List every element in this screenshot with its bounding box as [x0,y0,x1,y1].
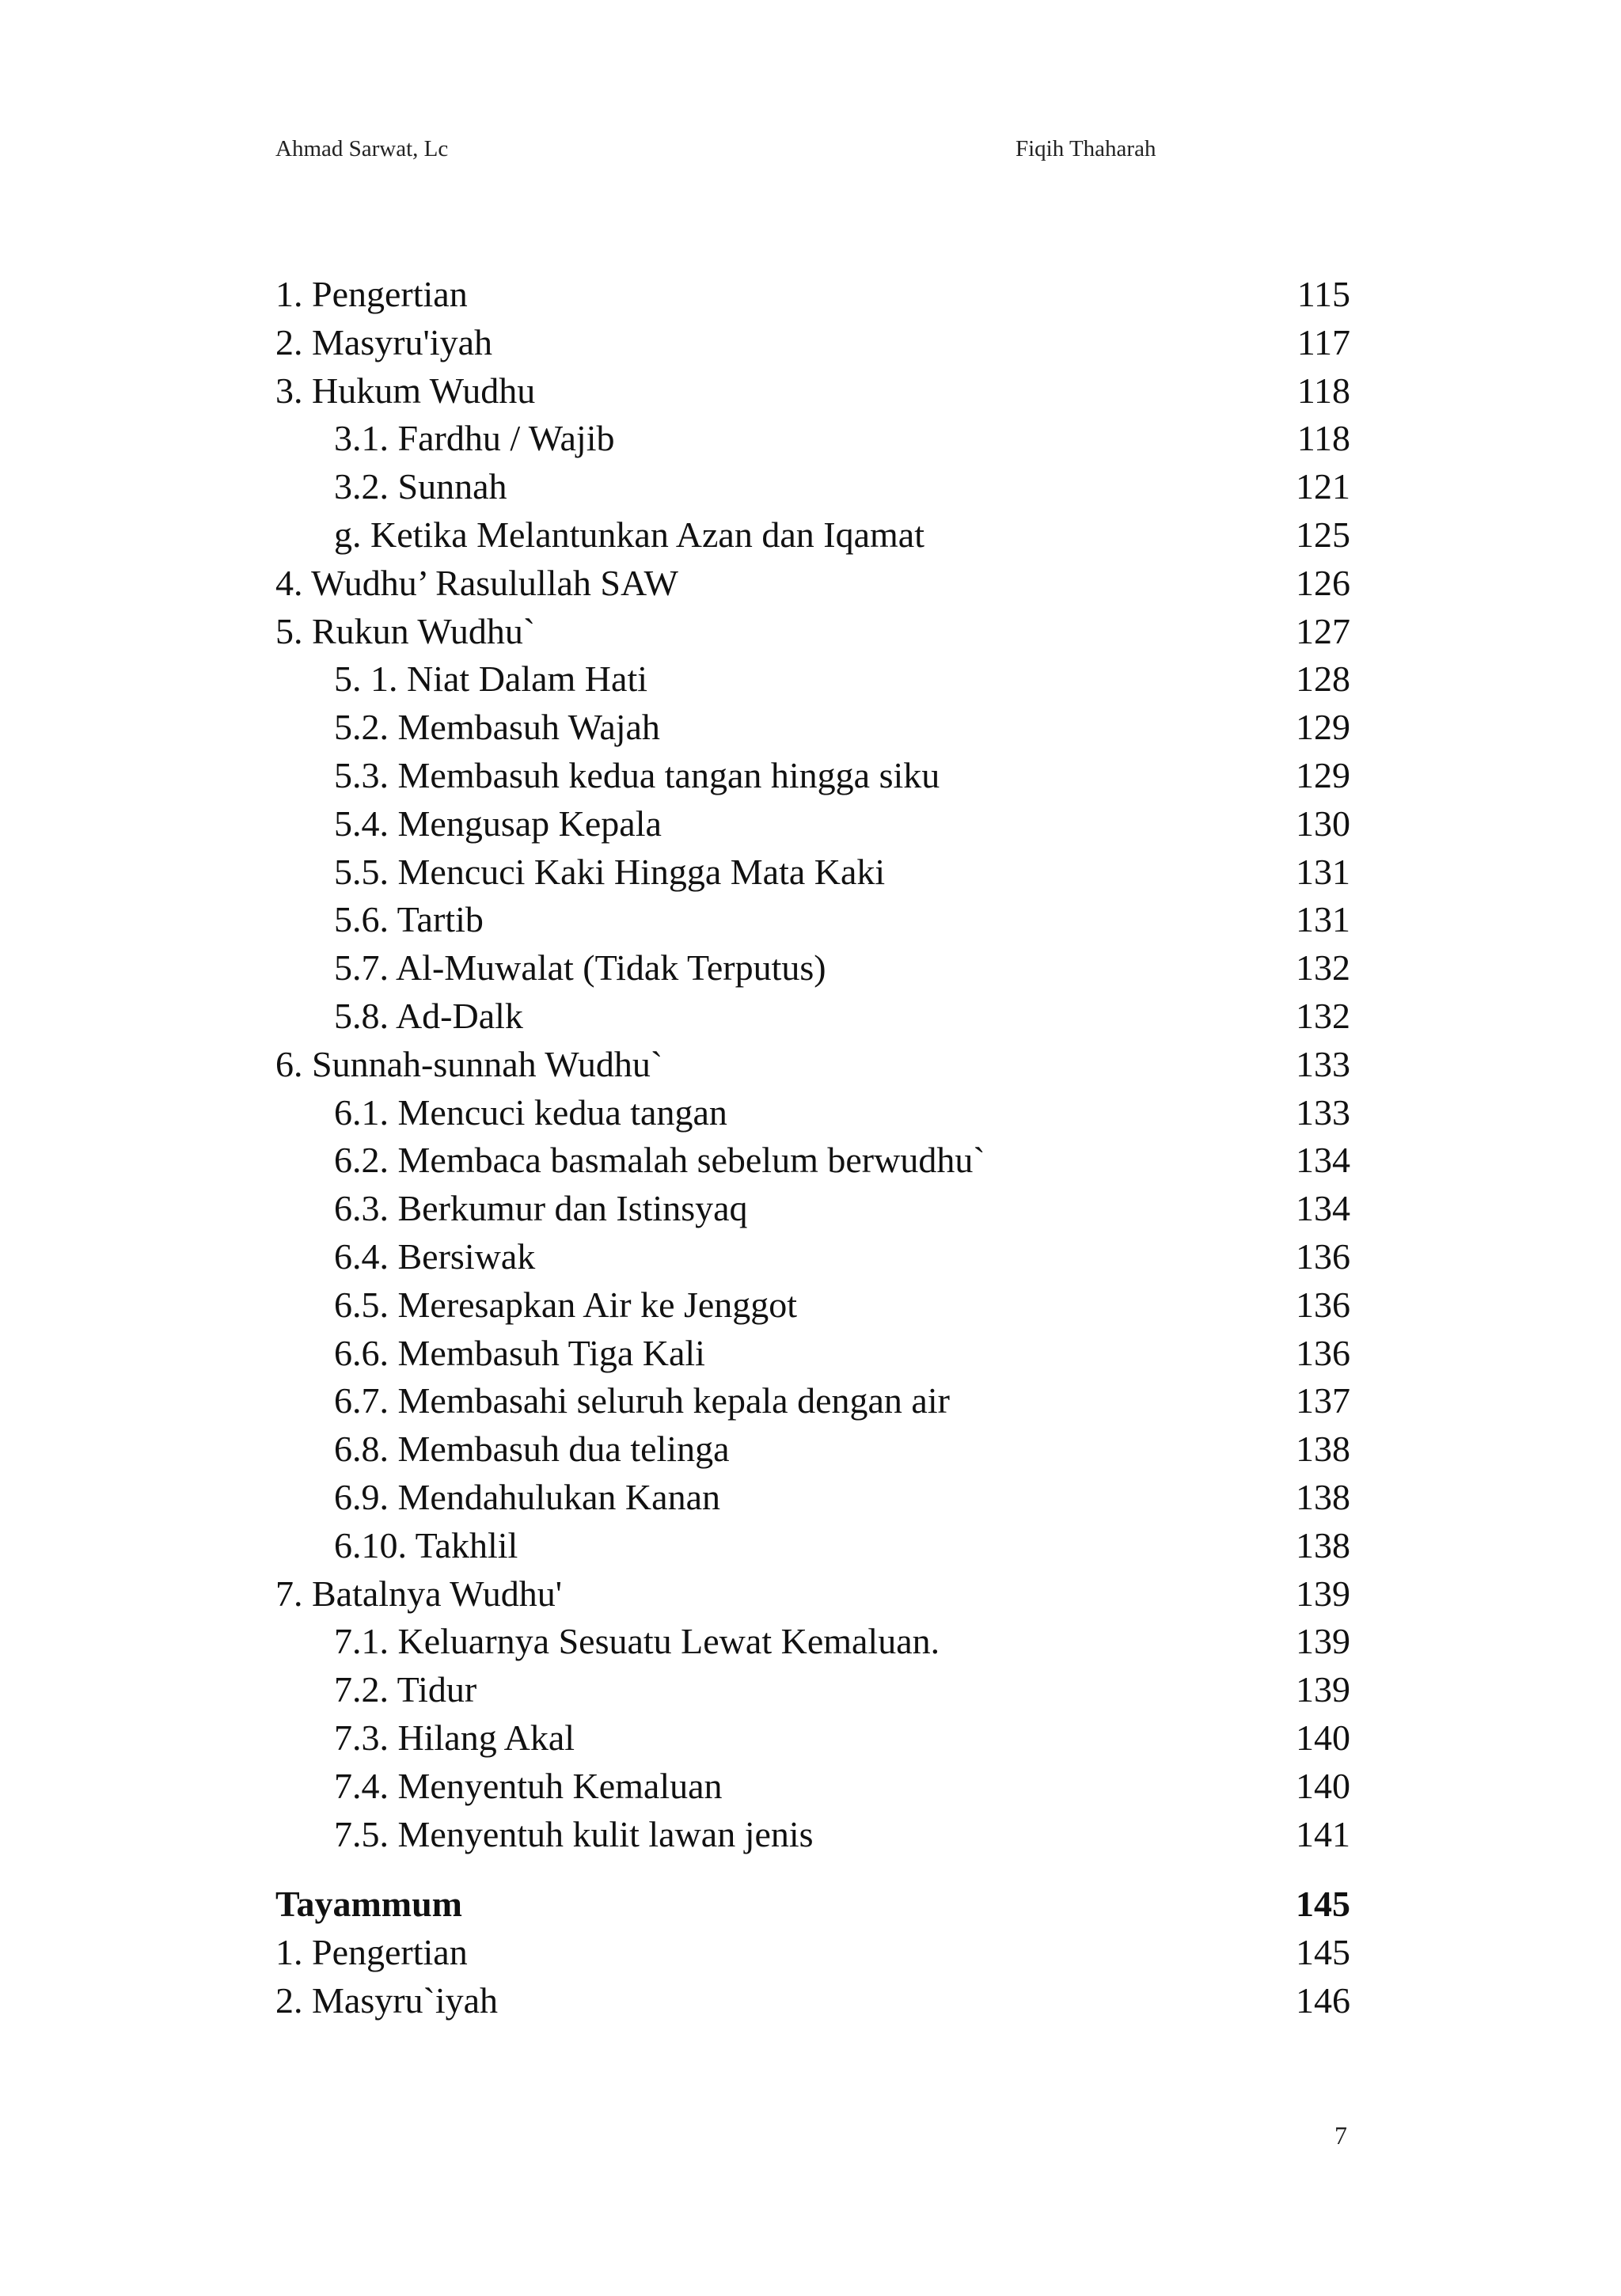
toc-entry [275,992,1350,1041]
toc-entry-label: 5.6. Tartib [334,899,484,940]
toc-entry [275,1137,1350,1185]
toc-entry-page: 131 [1296,851,1350,892]
toc-entry [275,1522,1350,1570]
toc-entry [275,271,1350,319]
toc-entry-label: 5.4. Mengusap Kepala [334,803,662,844]
page-number: 7 [1334,2121,1347,2150]
toc-entry [275,1377,1350,1425]
toc-entry [275,1185,1350,1233]
toc-entry-label: 6.9. Mendahulukan Kanan [334,1476,720,1517]
toc-entry-page: 129 [1296,707,1350,748]
toc-entry [275,1666,1350,1714]
toc-entry [275,896,1350,944]
toc-entry-label: 3.1. Fardhu / Wajib [334,418,615,459]
toc-entry-page: 133 [1296,1091,1350,1133]
toc-entry-page: 115 [1296,274,1350,314]
toc-entry [275,1811,1350,1859]
toc-entry-label: 5.3. Membasuh kedua tangan hingga siku [334,754,940,795]
toc-entry-label: 6.6. Membasuh Tiga Kali [334,1332,705,1373]
toc-entry-page: 132 [1296,947,1350,989]
toc-entry [275,1977,1350,2025]
toc-entry-page: 121 [1296,466,1350,507]
toc-entry-page: 118 [1296,418,1350,459]
toc-entry-page: 140 [1296,1717,1350,1758]
toc-entry [275,367,1350,416]
toc-entry-label: 7. Batalnya Wudhu' [275,1573,563,1614]
toc-entry-label: 2. Masyru`iyah [275,1979,499,2021]
toc-entry-label: 6.7. Membasahi seluruh kepala dengan air [334,1380,950,1421]
toc-entry [275,655,1350,704]
toc-entry-label: 7.3. Hilang Akal [334,1717,575,1758]
toc-entry-label: 5.8. Ad-Dalk [334,995,523,1036]
toc-entry-page: 136 [1296,1284,1350,1325]
toc-entry-page: 126 [1296,562,1350,603]
toc-entry [275,1089,1350,1137]
toc-entry-page: 138 [1296,1429,1350,1470]
toc-entry-page: 136 [1296,1332,1350,1373]
toc-entry-page: 140 [1296,1765,1350,1806]
toc-entry-label: 7.5. Menyentuh kulit lawan jenis [334,1813,814,1854]
toc-entry-label: 5.5. Mencuci Kaki Hingga Mata Kaki [334,851,886,892]
toc-entry-label: 4. Wudhu’ Rasulullah SAW [275,562,678,603]
toc-entry-page: 138 [1296,1476,1350,1517]
toc-entry [275,1425,1350,1474]
toc-entry-label: 5. Rukun Wudhu` [275,610,536,651]
toc-entry [275,511,1350,560]
toc-entry-label: 7.1. Keluarnya Sesuatu Lewat Kemaluan. [334,1621,940,1662]
toc-entry-label: 6.2. Membaca basmalah sebelum berwudhu` [334,1140,985,1181]
toc-entry [275,1714,1350,1763]
table-of-contents [275,271,1350,2025]
toc-entry-page: 134 [1296,1188,1350,1229]
toc-entry-label: 6.1. Mencuci kedua tangan [334,1091,727,1133]
toc-entry-label: 7.4. Menyentuh Kemaluan [334,1765,723,1806]
toc-entry [275,752,1350,800]
toc-entry-label: 1. Pengertian [275,1932,468,1973]
toc-entry [275,1929,1350,1977]
toc-entry [275,463,1350,511]
toc-entry [275,848,1350,897]
toc-entry-page: 137 [1296,1380,1350,1421]
toc-entry-label: 3. Hukum Wudhu [275,370,536,411]
toc-entry-page: 133 [1296,1043,1350,1084]
header-author: Ahmad Sarwat, Lc [275,136,449,161]
toc-entry-page: 128 [1296,658,1350,700]
toc-entry-page: 145 [1296,1932,1350,1973]
toc-entry-label: 6. Sunnah-sunnah Wudhu` [275,1043,663,1084]
toc-entry-page: 132 [1296,995,1350,1036]
toc-entry-label: 6.3. Berkumur dan Istinsyaq [334,1188,748,1229]
toc-entry [275,608,1350,656]
toc-entry-label: 5.7. Al-Muwalat (Tidak Terputus) [334,947,826,989]
toc-entry-label: 3.2. Sunnah [334,466,507,507]
toc-entry-label: 5. 1. Niat Dalam Hati [334,658,648,700]
toc-entry-label: 1. Pengertian [275,274,468,314]
toc-entry [275,560,1350,608]
toc-entry [275,704,1350,752]
toc-entry [275,1474,1350,1522]
toc-entry-page: 139 [1296,1573,1350,1614]
toc-entry-page: 141 [1296,1813,1350,1854]
toc-entry [275,1330,1350,1378]
toc-entry [275,1570,1350,1619]
toc-entry-page: 146 [1296,1979,1350,2021]
toc-entry-label: 5.2. Membasuh Wajah [334,707,660,748]
toc-entry-label: 6.4. Bersiwak [334,1235,536,1277]
toc-entry-page: 139 [1296,1669,1350,1710]
toc-entry-page: 134 [1296,1140,1350,1181]
toc-entry [275,944,1350,992]
toc-entry-label: g. Ketika Melantunkan Azan dan Iqamat [334,514,924,555]
toc-entry-page: 139 [1296,1621,1350,1662]
toc-entry-label: 7.2. Tidur [334,1669,477,1710]
toc-entry-label: 6.5. Meresapkan Air ke Jenggot [334,1284,798,1325]
toc-entry [275,319,1350,367]
toc-entry [275,1041,1350,1089]
toc-entry-label: Tayammum [275,1884,462,1925]
header-book-title: Fiqih Thaharah [1015,136,1156,161]
toc-entry-page: 145 [1296,1884,1350,1925]
toc-entry-page: 130 [1296,803,1350,844]
toc-entry-label: 2. Masyru'iyah [275,321,493,362]
toc-entry [275,1763,1350,1811]
toc-entry-page: 117 [1296,321,1350,362]
toc-entry [275,1233,1350,1281]
toc-entry-page: 125 [1296,514,1350,555]
toc-entry-page: 136 [1296,1235,1350,1277]
toc-entry-page: 138 [1296,1524,1350,1565]
toc-entry-page: 131 [1296,899,1350,940]
toc-entry [275,415,1350,463]
toc-entry-page: 129 [1296,754,1350,795]
toc-chapter-heading [275,1880,1350,1929]
toc-entry-label: 6.8. Membasuh dua telinga [334,1429,730,1470]
toc-entry [275,1281,1350,1330]
toc-entry-label: 6.10. Takhlil [334,1524,518,1565]
toc-entry [275,800,1350,848]
toc-entry [275,1618,1350,1666]
toc-entry-page: 127 [1296,610,1350,651]
toc-entry-page: 118 [1296,370,1350,411]
